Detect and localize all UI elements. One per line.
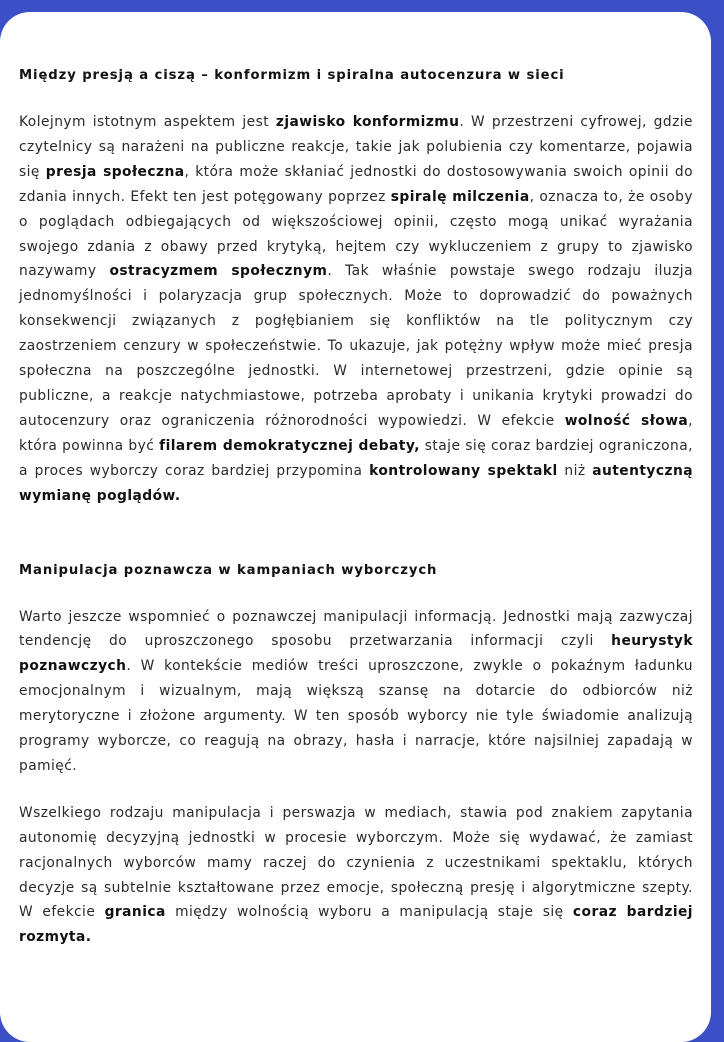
bold-phrase: heurystyk poznawczych [19,633,693,675]
bold-phrase: zjawisko konformizmu [275,114,460,130]
text-run: Kolejnym istotnym aspektem jest [19,114,276,130]
bold-phrase: presja społeczna [45,163,185,180]
text-run: , oznacza to, że osoby o poglądach odbiegających od większościowej opinii, często mogą unikać wyrażania swojego zdania z obawy przed krytyką, hejtem czy wykluczeniem z grupy to zjawisko nazywamy [19,188,693,280]
document-page [0,12,711,1042]
text-run: . W przestrzeni cyfrowej, gdzie czytelnicy są narażeni na publiczne reakcje, takie jak polubienia czy komentarze, pojawia się [19,114,694,180]
text-run: Wszelkiego rodzaju manipulacja i perswazja w mediach, stawia pod znakiem zapytania autonomię decyzyjną jednostki w procesie wyborczym. Może się wydawać, że zamiast racjonalnych wyborców mamy raczej do czynienia z uczestnikami spektaklu, których decyzje są subtelnie kształtowane przez emocje, społeczną presję i algorytmiczne szepty. W efekcie [19,804,693,921]
text-run: niż [557,462,593,479]
bold-phrase: ostracyzmem społecznym [109,263,328,280]
paragraph-heuristics [19,605,693,779]
bold-phrase: granica [104,904,166,921]
section-heading-conformism: Między presją a ciszą – konformizm i spiralna autocenzura w sieci [19,68,565,83]
bold-phrase: autentyczną wymianę poglądów. [19,462,694,504]
text-run: między wolnością wyboru a manipulacją staje się [165,904,573,921]
spacer [19,88,693,110]
text-run: staje się coraz bardziej ograniczona, a proces wyborczy coraz bardziej przypomina [19,437,693,479]
text-run: . Tak właśnie powstaje swego rodzaju iluzja jednomyślności i polaryzacja grup społecznych. Może to doprowadzić do poważnych konsekwencji związanych z pogłębianiem się konfliktów na tle politycznym czy zaostrzeniem cenzury w społeczeństwie. To ukazuje, jak potężny wpływ może mieć presja społeczna na poszczególne jednostki. W internetowej przestrzeni, gdzie opinie są publiczne, a reakcje natychmiastowe, potrzeba aprobaty i unikania krytyki prowadzi do autocenzury oraz ograniczenia różnorodności wypowiedzi. W efekcie [19,263,693,429]
text-run: , która powinna być [19,412,693,454]
bold-phrase: coraz bardziej rozmyta. [19,904,693,946]
spacer [19,779,693,801]
bold-phrase: spiralę milczenia [390,188,530,205]
bold-phrase: filarem demokratycznej debaty, [159,437,420,454]
paragraph-conformism [19,110,693,509]
paragraph-autonomy [19,801,693,950]
spacer [19,509,693,559]
text-run: Warto jeszcze wspomnieć o poznawczej manipulacji informacją. Jednostki mają zazwyczaj tendencję do uproszczonego sposobu przetwarzania informacji czyli [19,608,693,650]
text-run: . W kontekście mediów treści uproszczone, zwykle o pokaźnym ładunku emocjonalnym i wizualnym, mają większą szansę na dotarcie do odbiorców niż merytoryczne i złożone argumenty. W ten sposób wyborcy nie tyle świadomie analizują programy wyborcze, co reagują na obrazy, hasła i narracje, które najsilniej zapadają w pamięć. [19,658,693,774]
bold-phrase: wolność słowa [564,412,689,429]
bold-phrase: kontrolowany spektakl [369,462,558,479]
text-run: , która może skłaniać jednostki do dostosowywania swoich opinii do zdania innych. Efekt ten jest potęgowany poprzez [19,163,693,205]
spacer [19,583,693,605]
section-heading-cognitive-manipulation: Manipulacja poznawcza w kampaniach wyborczych [19,562,438,578]
